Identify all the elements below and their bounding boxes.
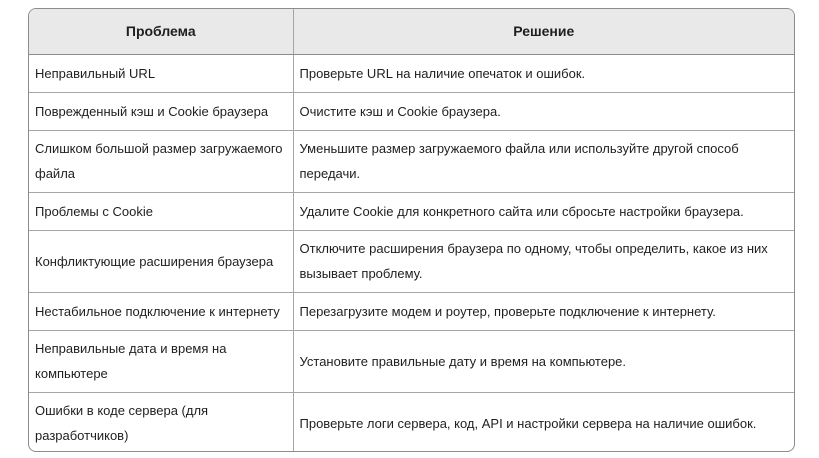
table-row: [29, 192, 794, 230]
table-header: [29, 9, 794, 54]
problem-cell: Неправильный URL: [29, 54, 293, 92]
solution-cell: Перезагрузите модем и роутер, проверьте подключение к интернету.: [293, 292, 794, 330]
header-problem: Проблема: [29, 9, 293, 54]
table-row: [29, 330, 794, 392]
problem-cell: Конфликтующие расширения браузера: [29, 230, 293, 292]
solution-cell: Установите правильные дату и время на компьютере.: [293, 330, 794, 392]
problem-cell: Неправильные дата и время на компьютере: [29, 330, 293, 392]
table-row: [29, 92, 794, 130]
table-row: [29, 230, 794, 292]
problem-cell: Ошибки в коде сервера (для разработчиков): [29, 392, 293, 452]
solution-cell: Проверьте логи сервера, код, API и настройки сервера на наличие ошибок.: [299, 415, 757, 431]
table-row: [29, 392, 794, 452]
table-row: [29, 54, 794, 92]
problem-cell: Поврежденный кэш и Cookie браузера: [29, 92, 293, 130]
header-solution: Решение: [293, 9, 794, 54]
problem-solution-table: [29, 9, 794, 452]
table-row: [29, 292, 794, 330]
solution-cell: Проверьте URL на наличие опечаток и ошибок.: [293, 54, 794, 92]
problem-cell: Нестабильное подключение к интернету: [29, 292, 293, 330]
solution-cell: Уменьшите размер загружаемого файла или используйте другой способ передачи.: [293, 130, 794, 192]
table-row: [29, 130, 794, 192]
problem-cell: Проблемы с Cookie: [29, 192, 293, 230]
table-body: [29, 54, 794, 452]
header-row: [29, 9, 794, 54]
solution-cell: Отключите расширения браузера по одному, чтобы определить, какое из них вызывает проблему.: [293, 230, 794, 292]
problem-cell: Слишком большой размер загружаемого файла: [29, 130, 293, 192]
problem-solution-table-container: [28, 8, 795, 452]
solution-cell: Удалите Cookie для конкретного сайта или сбросьте настройки браузера.: [293, 192, 794, 230]
solution-cell: Очистите кэш и Cookie браузера.: [293, 92, 794, 130]
